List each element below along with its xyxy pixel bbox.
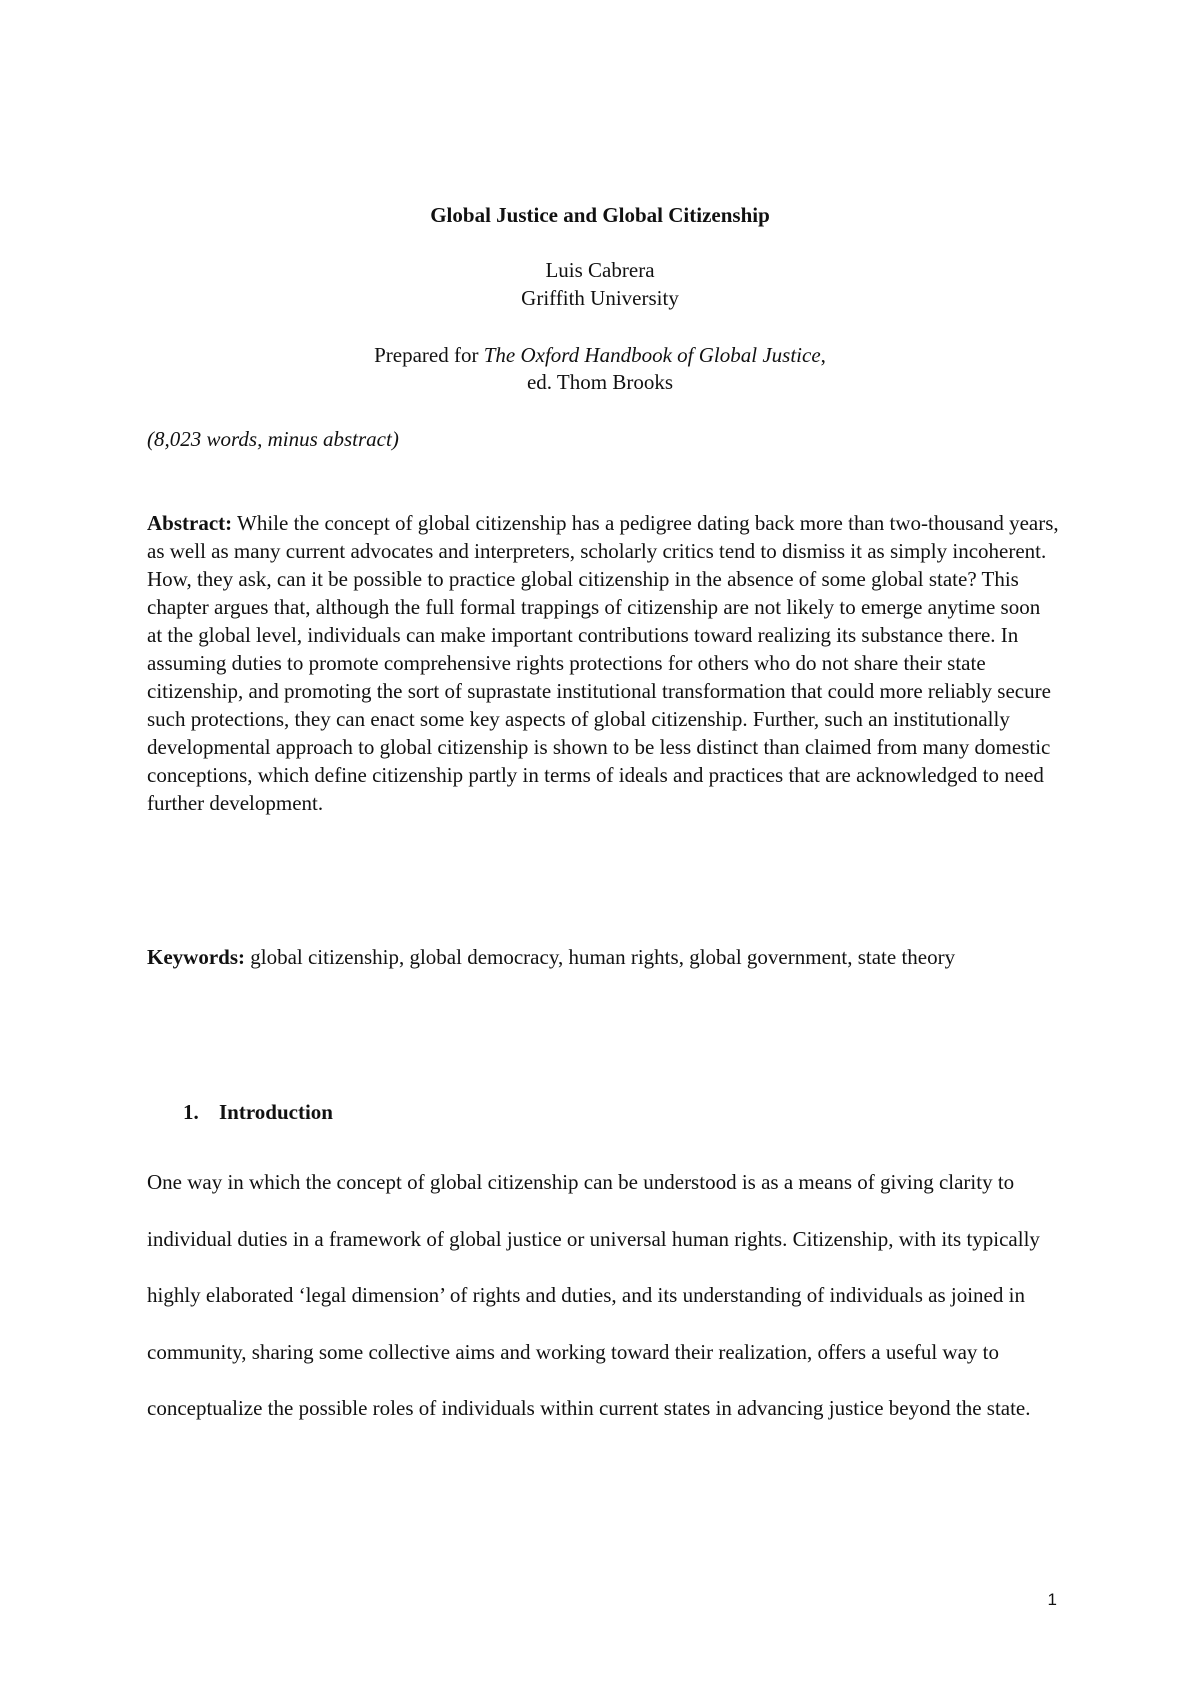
abstract-label: Abstract: xyxy=(147,511,233,535)
paper-title: Global Justice and Global Citizenship xyxy=(430,203,770,227)
prepared-prefix: Prepared for xyxy=(374,343,484,367)
editor-line: ed. Thom Brooks xyxy=(526,370,674,394)
introduction-paragraph: One way in which the concept of global citizenship can be understood is as a means of giving clarity to individual duties in a framework of global justice or universal human rights. Citizenship, with its typically highly elaborated ‘legal dimension’ of rights and duties, and its understanding of individuals as joined in community, sharing some collective aims and working toward their realization, offers a useful way to conceptualize the possible roles of individuals within current states in advancing justice beyond the state. xyxy=(147,1170,1040,1420)
author-affiliation: Griffith University xyxy=(521,286,679,310)
keywords-label: Keywords: xyxy=(147,945,245,969)
section-number: 1. xyxy=(183,1100,199,1124)
word-count: (8,023 words, minus abstract) xyxy=(147,427,399,451)
author-name: Luis Cabrera xyxy=(545,258,655,282)
section-heading xyxy=(183,1098,333,1126)
prepared-for-line xyxy=(0,342,1200,369)
keywords-paragraph xyxy=(147,929,1047,986)
abstract-paragraph xyxy=(147,509,1059,817)
prepared-suffix: , xyxy=(820,343,826,367)
keywords-text: global citizenship, global democracy, human rights, global government, state theory xyxy=(245,945,956,969)
section-title: Introduction xyxy=(219,1100,333,1124)
page-number: 1 xyxy=(1047,1590,1057,1609)
abstract-text: While the concept of global citizenship has a pedigree dating back more than two-thousand years, as well as many current advocates and interpreters, scholarly critics tend to dismiss it as simply incoherent. How, they ask, can it be possible to practice global citizenship in the absence of some global state? This chapter argues that, although the full formal trappings of citizenship are not likely to emerge anytime soon at the global level, individuals can make important contributions toward realizing its substance there. In assuming duties to promote comprehensive rights protections for others who do not share their state citizenship, and promoting the sort of suprastate institutional transformation that could more reliably secure such protections, they can enact some key aspects of global citizenship. Further, such an institutionally developmental approach to global citizenship is shown to be less distinct than claimed from many domestic conceptions, which define citizenship partly in terms of ideals and practices that are acknowledged to need further development. xyxy=(147,511,1059,815)
handbook-title: The Oxford Handbook of Global Justice xyxy=(483,343,821,367)
